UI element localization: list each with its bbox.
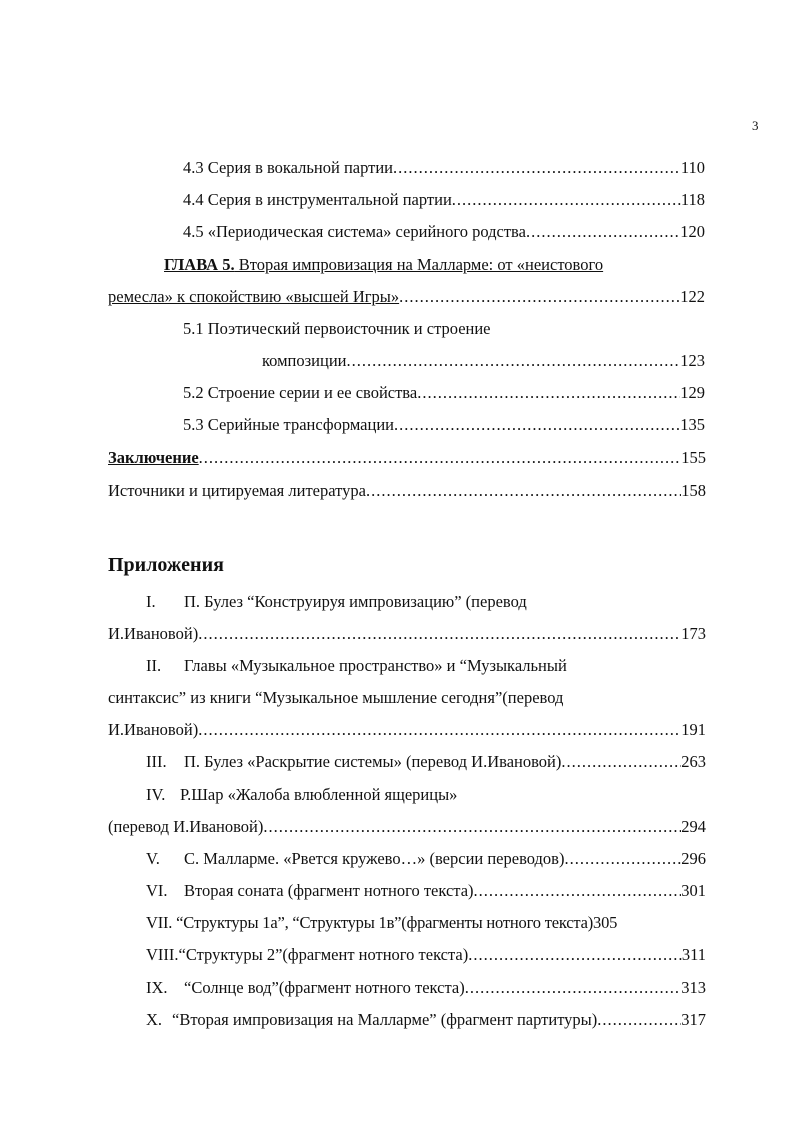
appendix-item — [146, 1010, 706, 1030]
appendix-title — [146, 881, 474, 901]
appendix-page: 191 — [681, 720, 706, 739]
appendix-num: VII. — [146, 913, 173, 932]
leader-dots — [465, 978, 682, 998]
toc-title: 4.5 «Периодическая система» серийного родства — [183, 222, 526, 241]
appendix-num: V. — [146, 849, 160, 868]
toc-page: 110 — [680, 158, 705, 177]
appendix-title-cont: (перевод И.Ивановой) — [108, 817, 264, 836]
appendix-item — [146, 945, 706, 965]
toc-title: Источники и цитируемая литература — [108, 481, 366, 500]
toc-title: 5.1 Поэтический первоисточник и строение — [183, 319, 491, 338]
appendix-num: I. — [146, 592, 156, 611]
leader-dots — [198, 720, 681, 740]
appendix-title — [146, 1010, 597, 1030]
appendix-num: X. — [146, 1010, 163, 1029]
appendix-item-line2 — [108, 688, 706, 708]
leader-dots — [564, 849, 681, 869]
appendix-item-line1 — [146, 785, 706, 805]
toc-entry — [183, 383, 705, 403]
appendix-title: П. Булез “Конструируя импровизацию” (перевод — [184, 592, 527, 611]
appendix-item — [146, 881, 706, 901]
toc-title: 5.3 Серийные трансформации — [183, 415, 394, 434]
appendix-title — [146, 849, 564, 869]
toc-page: 122 — [680, 287, 705, 306]
toc-page: 123 — [680, 351, 705, 370]
appendix-num: VIII. — [146, 945, 179, 964]
toc-page: 120 — [680, 222, 705, 241]
appendix-page: 313 — [681, 978, 706, 997]
toc-entry — [183, 190, 705, 210]
leader-dots — [417, 383, 680, 403]
toc-entry-line1 — [183, 319, 703, 339]
leader-dots — [198, 624, 681, 644]
toc-page: 118 — [680, 190, 705, 209]
leader-dots — [263, 817, 681, 837]
toc-title-cont: композиции — [262, 351, 347, 370]
appendix-page: 294 — [681, 817, 706, 836]
appendix-title — [146, 978, 465, 998]
appendix-title: Р.Шар «Жалоба влюбленной ящерицы» — [180, 785, 458, 804]
appendix-title-cont: И.Ивановой) — [108, 624, 199, 643]
appendix-item-line1 — [146, 592, 706, 612]
leader-dots — [394, 415, 680, 435]
appendix-item — [146, 849, 706, 869]
leader-dots — [452, 190, 681, 210]
toc-title: 5.2 Строение серии и ее свойства — [183, 383, 418, 402]
chapter-label: ГЛАВА 5. — [164, 255, 235, 274]
leader-dots — [393, 158, 681, 178]
appendix-item — [146, 913, 708, 933]
appendix-num: III. — [146, 752, 167, 771]
toc-chapter-5-line2 — [108, 287, 705, 307]
chapter-title: Вторая импровизация на Малларме: от «неистового — [234, 255, 604, 274]
appendix-item — [146, 978, 706, 998]
appendix-item — [146, 752, 706, 772]
toc-page: 158 — [681, 481, 706, 500]
appendix-page: 296 — [681, 849, 706, 868]
toc-chapter-5-line1 — [164, 255, 704, 275]
toc-entry-line2 — [262, 351, 705, 371]
appendix-page: 311 — [681, 945, 706, 964]
appendix-heading: Приложения — [108, 554, 224, 576]
toc-page: 129 — [680, 383, 705, 402]
leader-dots — [474, 881, 682, 901]
appendix-title: Главы «Музыкальное пространство» и “Музыкальный — [184, 656, 567, 675]
leader-dots — [346, 351, 680, 371]
appendix-title-text: “Солнце вод”(фрагмент нотного текста) — [184, 978, 465, 997]
leader-dots — [597, 1010, 681, 1030]
leader-dots — [366, 481, 681, 501]
toc-title: 4.3 Серия в вокальной партии — [183, 158, 394, 177]
leader-dots — [199, 448, 682, 468]
leader-dots — [561, 752, 681, 772]
appendix-title-text: П. Булез «Раскрытие системы» (перевод И.Ивановой) — [184, 752, 562, 771]
toc-title: Заключение — [108, 448, 199, 467]
toc-title: 4.4 Серия в инструментальной партии — [183, 190, 452, 209]
appendix-num: VI. — [146, 881, 168, 900]
appendix-title-text: “Структуры 2”(фрагмент нотного текста) — [178, 945, 469, 964]
leader-dots — [468, 945, 682, 965]
appendix-item-line2 — [108, 817, 706, 837]
appendix-num: II. — [146, 656, 162, 675]
page-number: 3 — [752, 118, 759, 133]
appendix-item-line3 — [108, 720, 706, 740]
toc-entry — [183, 222, 705, 242]
appendix-num: IV. — [146, 785, 166, 804]
appendix-item-line1 — [146, 656, 706, 676]
appendix-page: 305 — [593, 913, 618, 932]
appendix-title — [146, 945, 468, 965]
toc-entry — [183, 158, 705, 178]
appendix-title-text: С. Малларме. «Рвется кружево…» (версии переводов) — [184, 849, 565, 868]
leader-dots — [399, 287, 680, 307]
appendix-title — [146, 752, 561, 772]
toc-page: 155 — [681, 448, 706, 467]
toc-page: 135 — [680, 415, 705, 434]
appendix-title-cont: синтаксис” из книги “Музыкальное мышление сегодня”(перевод — [108, 688, 564, 707]
appendix-title-cont: И.Ивановой) — [108, 720, 199, 739]
leader-dots — [526, 222, 680, 242]
appendix-title-text: “Вторая импровизация на Малларме” (фрагмент партитуры) — [172, 1010, 598, 1029]
appendix-title-text: Вторая соната (фрагмент нотного текста) — [184, 881, 474, 900]
appendix-num: IX. — [146, 978, 168, 997]
appendix-title: “Структуры 1а”, “Структуры 1в”(фрагменты нотного текста) — [176, 913, 594, 932]
appendix-page: 173 — [681, 624, 706, 643]
appendix-item-line2 — [108, 624, 706, 644]
appendix-page: 317 — [681, 1010, 706, 1029]
appendix-page: 301 — [681, 881, 706, 900]
chapter-title-cont: ремесла» к спокойствию «высшей Игры» — [108, 287, 400, 306]
toc-entry — [183, 415, 705, 435]
toc-entry — [108, 448, 706, 468]
appendix-page: 263 — [681, 752, 706, 771]
toc-entry — [108, 481, 706, 501]
